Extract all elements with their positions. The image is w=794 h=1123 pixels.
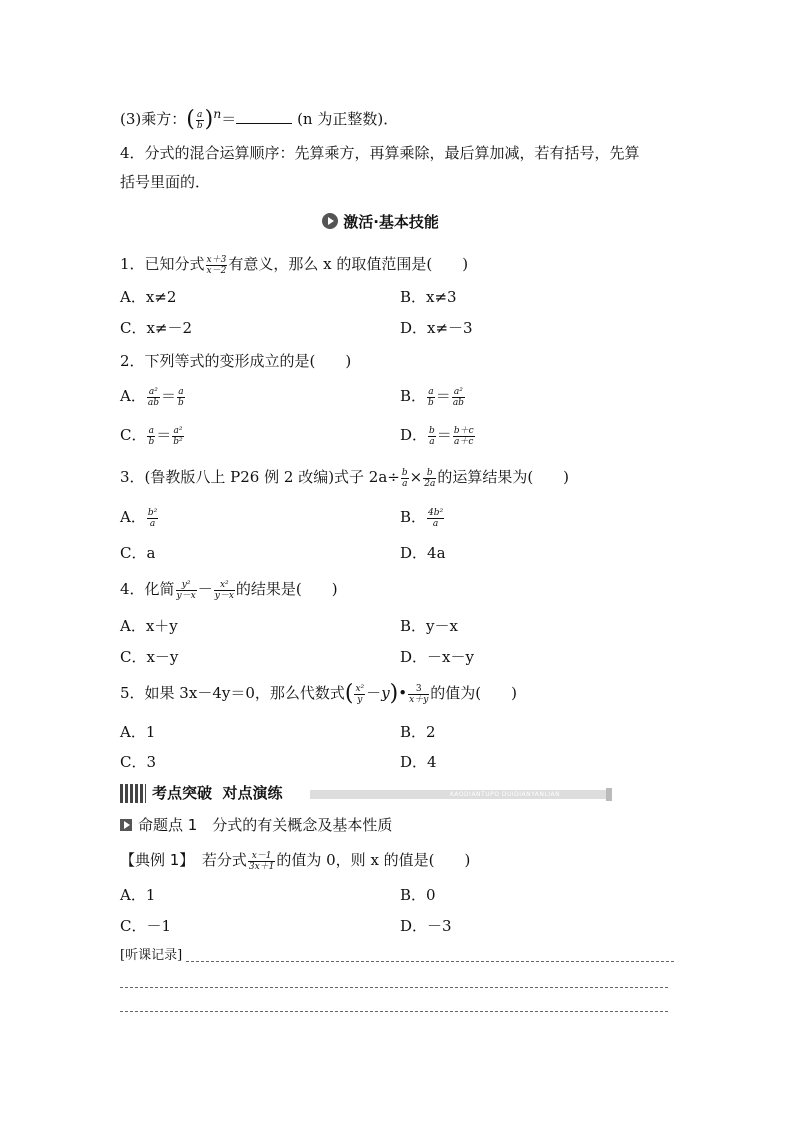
q3-option-a: A． $\frac{\text{b²}}{a}$	[120, 507, 158, 529]
ex1-option-d: D．－3	[400, 917, 452, 935]
q4-option-a: A．x＋y	[120, 617, 178, 635]
q4-option-b: B．y－x	[400, 617, 458, 635]
answer-blank[interactable]	[236, 109, 292, 124]
q3-option-b: B． $\frac{\text{4b²}}{a}$	[400, 507, 444, 529]
q5-option-c: C．3	[120, 753, 157, 771]
notes-label: [听课记录]	[120, 948, 183, 963]
q2-stem: 2．下列等式的变形成立的是( )	[120, 352, 352, 370]
section-heading: 激活·基本技能	[322, 211, 439, 232]
topic-line: 命题点 1 分式的有关概念及基本性质	[120, 815, 392, 835]
q3-option-c: C．a	[120, 544, 156, 562]
q5-option-a: A．1	[120, 723, 156, 741]
q5-option-b: B．2	[400, 723, 436, 741]
example1-stem: 【典例 1】 若分式 $\frac{x-1}{3x+1}$ 的值为 0，则 x 的值是( )	[120, 850, 471, 872]
point4-line1: 4．分式的混合运算顺序：先算乘方，再算乘除，最后算加减，若有括号，先算	[120, 144, 640, 162]
q1-option-a: A．x≠2	[120, 288, 177, 306]
q3-option-d: D．4a	[400, 544, 446, 562]
q1-option-c: C．x≠－2	[120, 319, 193, 337]
a-over-b: $\frac{a}{b}$	[196, 109, 203, 131]
q2-option-d: D． $\frac{b}{a}$ ＝ $\frac{b+c}{a+c}$	[400, 425, 474, 447]
q1-option-d: D．x≠－3	[400, 319, 473, 337]
ex1-option-b: B．0	[400, 886, 436, 904]
q2-option-a: A． $\frac{\text{a²}}{ab}$ ＝ $\frac{a}{b}$	[120, 386, 184, 408]
stripe-icon	[120, 784, 146, 803]
point4-line2: 括号里面的．	[120, 173, 211, 191]
notes-line-3[interactable]	[120, 1011, 668, 1012]
q4-option-d: D．－x－y	[400, 648, 474, 666]
q4-option-c: C．x－y	[120, 648, 179, 666]
ex1-option-c: C．－1	[120, 917, 172, 935]
q4-stem: 4．化简 $\frac{\text{y²}}{y-x}$ － $\frac{\text{x²}}{y-x}$ 的结果是( )	[120, 579, 338, 601]
q1-stem: 1．已知分式 $\frac{x+3}{x-2}$ 有意义，那么 x 的取值范围是( )	[120, 254, 469, 276]
section-band: 考点突破 对点演练 KAODIANTUPO DUIDIANYANLIAN	[120, 784, 612, 803]
play-triangle-icon	[120, 819, 132, 831]
q2-option-b: B． $\frac{a}{b}$ ＝ $\frac{\text{a²}}{ab}$	[400, 386, 464, 408]
q5-stem: 5．如果 3x－4y＝0，那么代数式( $\frac{\text{x²}}{y}$ －y)• $\frac{3}{x+y}$ 的值为( )	[120, 681, 518, 706]
notes-line-1[interactable]	[186, 961, 674, 962]
ex1-option-a: A．1	[120, 886, 156, 904]
q2-option-c: C． $\frac{a}{b}$ ＝ $\frac{\text{a²}}{\text{b²}}$	[120, 425, 183, 447]
q5-option-d: D．4	[400, 753, 437, 771]
play-circle-icon	[322, 213, 338, 229]
q1-option-b: B．x≠3	[400, 288, 457, 306]
q3-stem: 3．(鲁教版八上 P26 例 2 改编)式子 2a÷ $\frac{b}{a}$ × $\frac{b}{2a}$ 的运算结果为( )	[120, 467, 570, 489]
notes-line-2[interactable]	[120, 987, 668, 988]
power-rule-line: (3)乘方：( $\frac{a}{b}$ )$^n$＝ (n 为正整数)．	[120, 106, 399, 132]
